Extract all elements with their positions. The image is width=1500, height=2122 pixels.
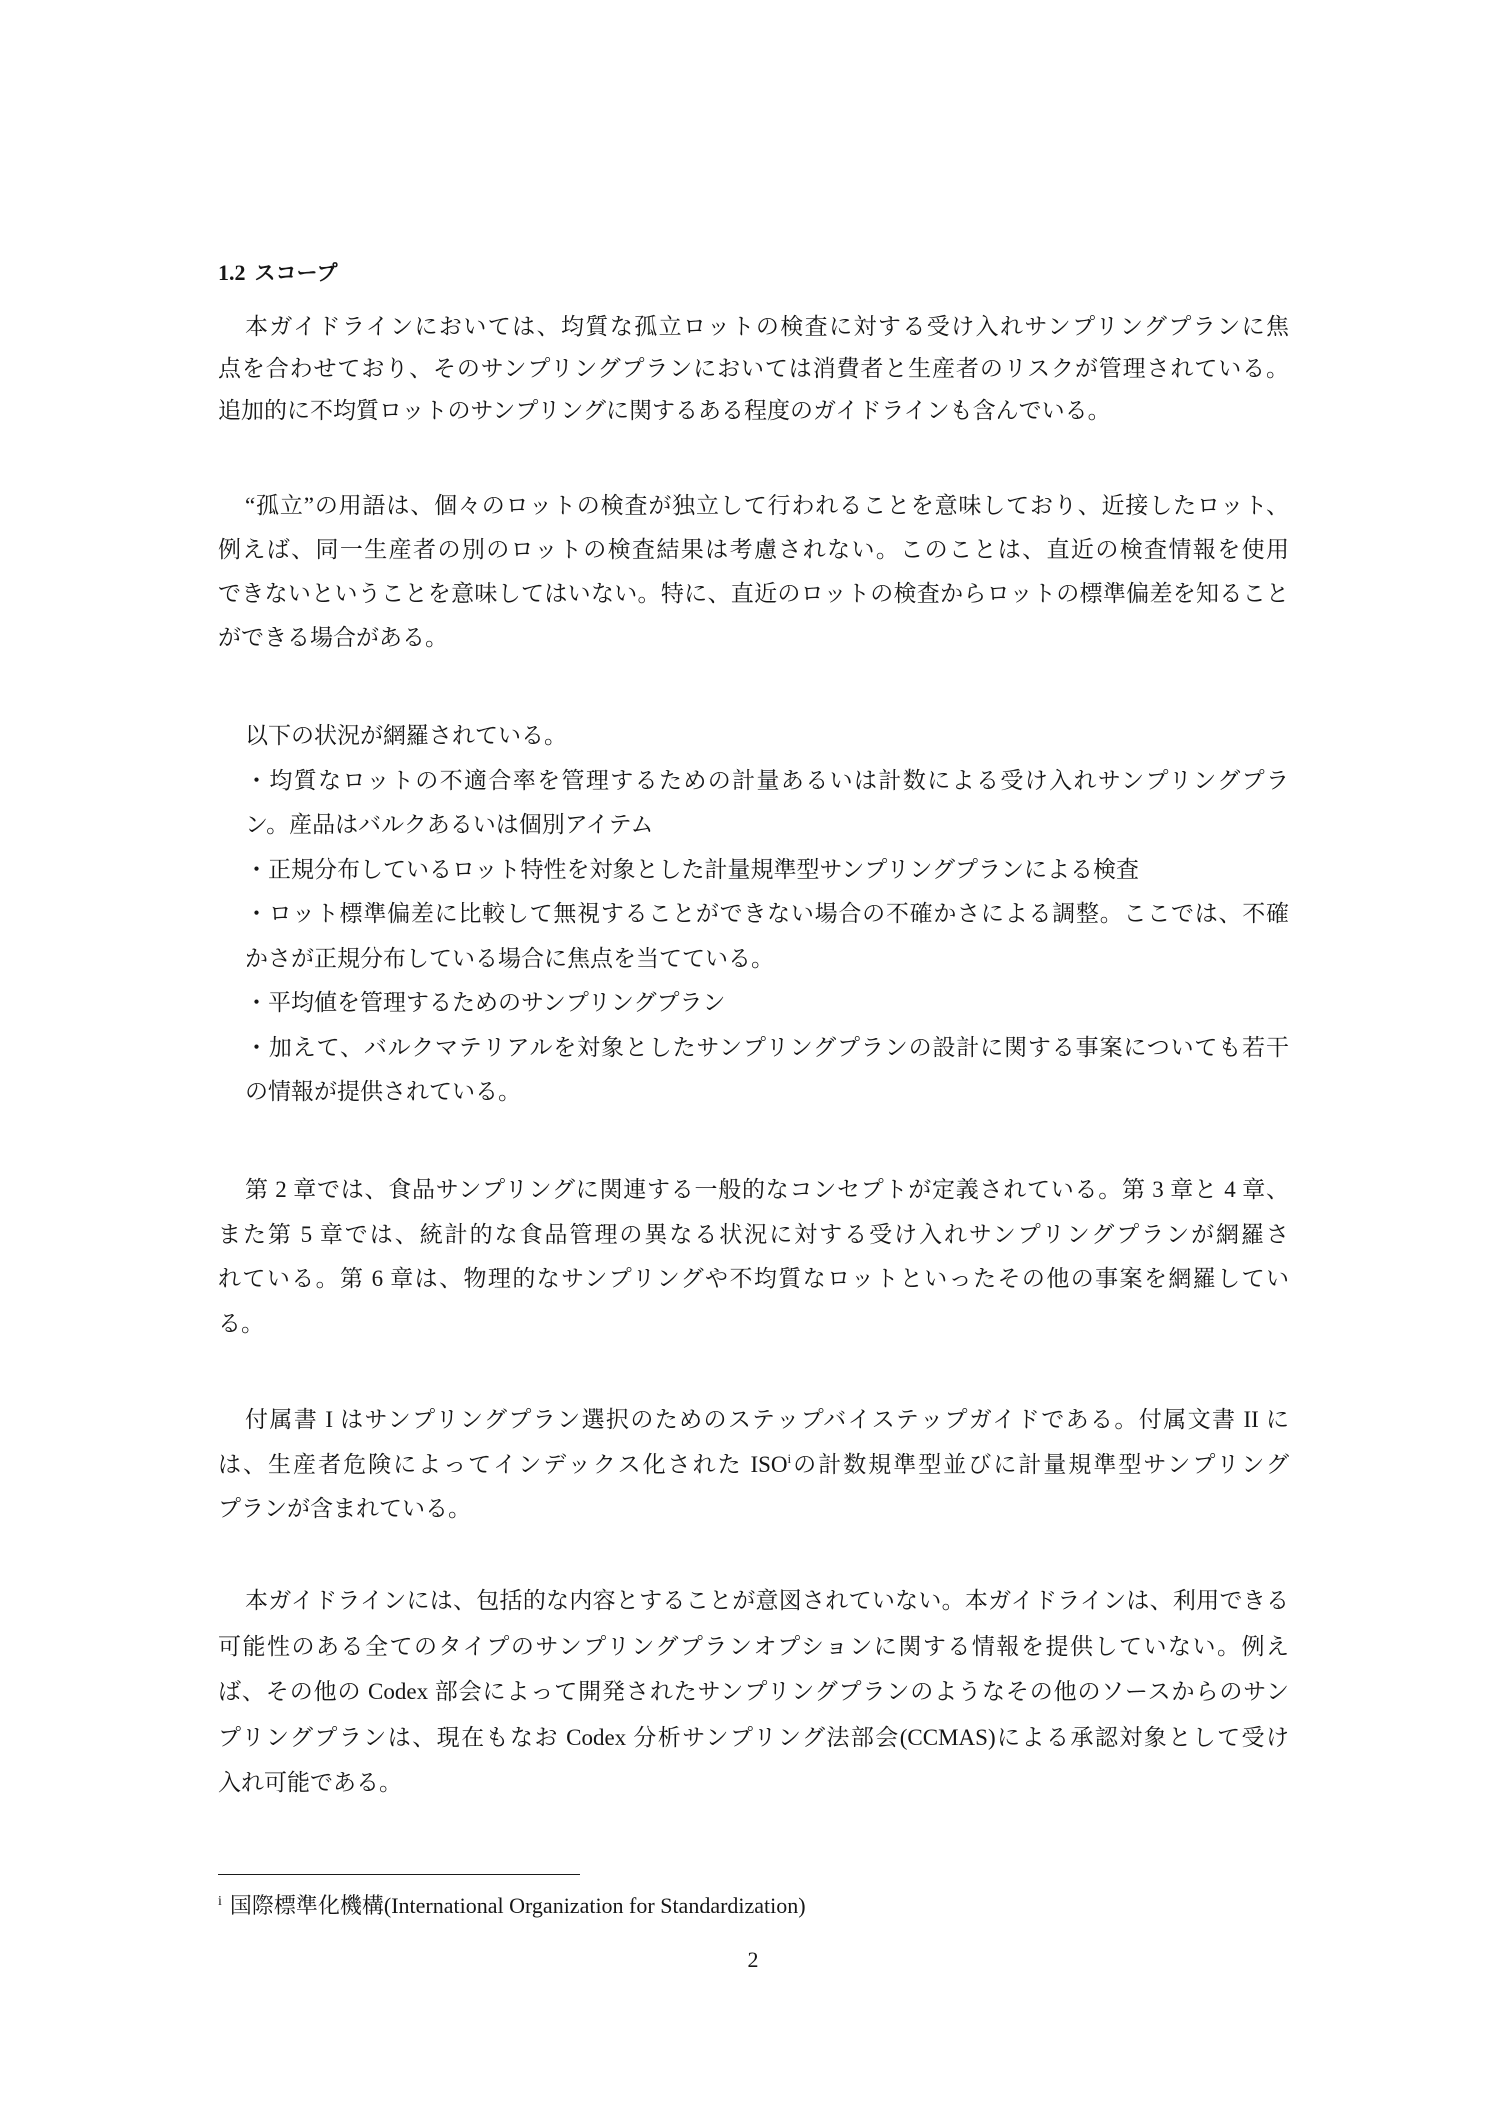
section-number: 1.2 (218, 260, 246, 285)
section-heading (218, 258, 337, 288)
paragraph-isolated-definition (218, 484, 1289, 660)
text-line: 入れ可能である。 (218, 1770, 402, 1795)
bullet-item-continuation: ン。産品はバルクあるいは個別アイテム (245, 812, 654, 837)
text-line: 第 2 章では、食品サンプリングに関連する一般的なコンセプトが定義されている。第 3 章と 4 章、 (245, 1177, 1289, 1202)
text-line: 追加的に不均質ロットのサンプリングに関するある程度のガイドラインも含んでいる。 (218, 398, 1111, 423)
footnote-separator (218, 1874, 580, 1875)
text-line: “孤立”の用語は、個々のロットの検査が独立して行われることを意味しており、近接したロット、 (245, 493, 1289, 518)
paragraph-chapter-overview (218, 1168, 1289, 1346)
bullet-item-continuation: の情報が提供されている。 (245, 1079, 521, 1104)
footnote-marker: i (218, 1894, 222, 1909)
text-line: 本ガイドラインには、包括的な内容とすることが意図されていない。本ガイドラインは、利用できる (245, 1588, 1289, 1613)
text-line (218, 1443, 1289, 1488)
text-line: れている。第 6 章は、物理的なサンプリングや不均質なロットといったその他の事案を網羅してい (218, 1266, 1289, 1291)
text-line: 可能性のある全てのタイプのサンプリングプランオプションに関する情報を提供していない。例え (218, 1633, 1289, 1659)
bullet-item: ・ロット標準偏差に比較して無視することができない場合の不確かさによる調整。ここでは、不確 (245, 901, 1289, 926)
text-segment: は、生産者危険によってインデックス化された ISO (218, 1451, 788, 1477)
text-line: プランが含まれている。 (218, 1496, 471, 1521)
section-title: スコープ (254, 261, 338, 285)
text-line: ば、その他の Codex 部会によって開発されたサンプリングプランのようなその他のソースからのサン (218, 1679, 1289, 1704)
paragraph-annexes (218, 1398, 1289, 1532)
text-line: 本ガイドラインにおいては、均質な孤立ロットの検査に対する受け入れサンプリングプランに焦 (245, 314, 1289, 339)
footnote-text: 国際標準化機構(International Organization for Standardization) (229, 1893, 806, 1918)
bullet-item: ・均質なロットの不適合率を管理するための計量あるいは計数による受け入れサンプリングプラ (245, 767, 1289, 793)
bullet-item-continuation: かさが正規分布している場合に焦点を当てている。 (245, 945, 774, 971)
text-line: 点を合わせており、そのサンプリングプランにおいては消費者と生産者のリスクが管理されている。 (218, 356, 1289, 381)
page-number: 2 (747, 1947, 759, 1972)
text-line: ができる場合がある。 (218, 625, 448, 650)
text-line: る。 (218, 1310, 264, 1336)
text-line: プリングプランは、現在もなお Codex 分析サンプリング法部会(CCMAS)による承認対象として受け (218, 1724, 1289, 1750)
bullet-item: ・平均値を管理するためのサンプリングプラン (245, 990, 726, 1015)
text-line: 付属書 I はサンプリングプラン選択のためのステップバイステップガイドである。付属文書 II に (245, 1407, 1289, 1432)
paragraph-limitations (218, 1578, 1289, 1806)
bullet-item: ・正規分布しているロット特性を対象とした計量規準型サンプリングプランによる検査 (245, 856, 1140, 882)
text-line: 例えば、同一生産者の別のロットの検査結果は考慮されない。このことは、直近の検査情報を使用 (218, 537, 1289, 562)
footnote-reference: i (787, 1450, 792, 1466)
bullet-item: ・加えて、バルクマテリアルを対象としたサンプリングプランの設計に関する事案についても若干 (245, 1034, 1289, 1060)
text-line: また第 5 章では、統計的な食品管理の異なる状況に対する受け入れサンプリングプランが網羅さ (218, 1221, 1289, 1247)
paragraph-scope-focus (218, 306, 1289, 432)
footnote (218, 1889, 806, 1923)
covered-situations-list (218, 714, 1289, 1115)
list-lead: 以下の状況が網羅されている。 (245, 723, 567, 748)
text-segment: の計数規準型並びに計量規準型サンプリング (791, 1451, 1289, 1477)
text-line: できないということを意味してはいない。特に、直近のロットの検査からロットの標準偏差を知ること (218, 581, 1289, 606)
